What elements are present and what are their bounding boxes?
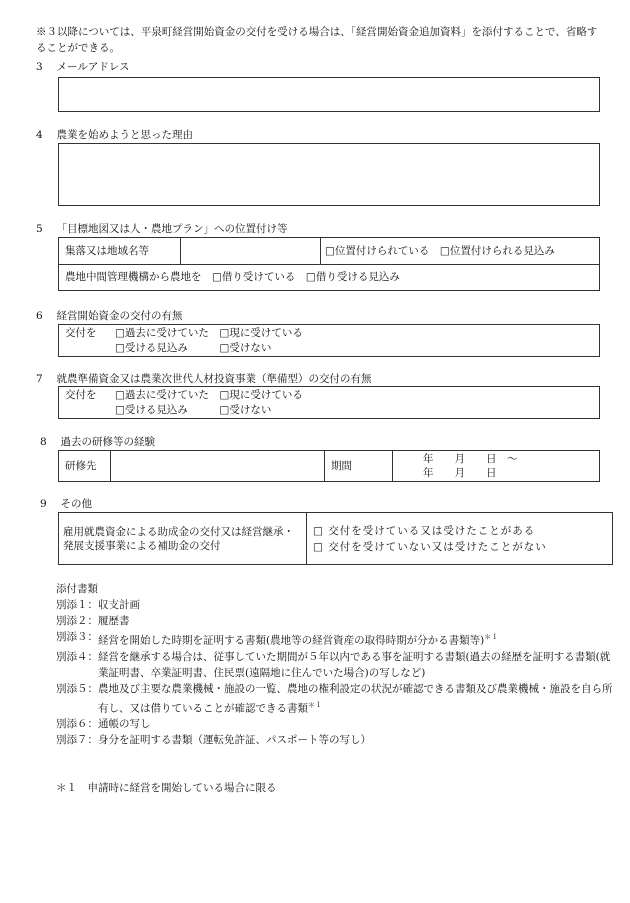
section-9-title — [40, 497, 92, 511]
section-3-number: 3 — [36, 61, 43, 73]
footnote-mark: ＊１ — [308, 700, 322, 709]
section-6-title — [36, 309, 183, 323]
subsidy-label: 雇用就農資金による助成金の交付又は経営継承・発展支援事業による補助金の交付 — [59, 513, 307, 565]
section-5-label: 「目標地図又は人・農地プラン」への位置付け等 — [56, 223, 288, 235]
attachment-label: 別添６： — [56, 718, 98, 730]
attachment-text: 収支計画 — [98, 599, 140, 611]
section-5-title — [36, 222, 288, 236]
prep-fund-label: 交付を — [65, 389, 97, 401]
footnote: ＊１ 申請時に経営を開始している場合に限る — [56, 782, 277, 794]
farmland-agency-options[interactable]: 農地中間管理機構から農地を □借り受けている □借り受ける見込み — [59, 265, 600, 291]
section-6-label: 経営開始資金の交付の有無 — [56, 310, 183, 322]
attachment-item — [56, 597, 616, 613]
training-period-value[interactable] — [393, 451, 600, 482]
section-4-number: 4 — [36, 129, 43, 141]
attachment-label: 別添５： — [56, 682, 98, 695]
community-value[interactable] — [181, 238, 321, 265]
other-table — [58, 512, 613, 565]
section-4-label: 農業を始めようと思った理由 — [56, 129, 194, 141]
section-5-number: 5 — [36, 223, 43, 235]
attachment-text: 経営を継承する場合は、従事していた期間が５年以内である事を証明する書類(過去の経歴を証明する書類(就業証明書、卒業証明書、住民票(遠隔地に住んでいた場合)の写しなど) — [98, 650, 611, 679]
attachments-heading: 添付書類 — [56, 583, 98, 595]
start-fund-label: 交付を — [65, 327, 97, 339]
start-fund-options-line-1[interactable]: □過去に受けていた □現に受けている — [115, 327, 303, 339]
section-3-label: メールアドレス — [56, 61, 130, 73]
start-fund-options-line-2[interactable]: □受ける見込み □受けない — [115, 342, 272, 354]
section-7-label: 就農準備資金又は農業次世代人材投資事業（準備型）の交付の有無 — [56, 373, 372, 385]
subsidy-options[interactable] — [307, 513, 613, 565]
attachment-item — [56, 716, 616, 732]
farming-reason-field[interactable] — [58, 143, 600, 206]
attachment-text-wrap — [98, 681, 616, 717]
attachment-label: 別添３： — [56, 631, 98, 643]
section-7-number: 7 — [36, 373, 43, 385]
attachment-label: 別添４： — [56, 650, 98, 663]
email-field[interactable] — [58, 77, 600, 112]
attachment-text-wrap — [98, 629, 616, 649]
subsidy-option-not-received[interactable]: □ 交付を受けていない又は受けたことがない — [313, 540, 547, 553]
attachment-item — [56, 681, 616, 717]
training-period-start: 年 月 日 ～ — [423, 453, 518, 465]
section-9-label: その他 — [60, 498, 93, 510]
attachment-item — [56, 649, 616, 681]
plan-position-table — [58, 237, 600, 291]
attachment-label: 別添２： — [56, 615, 98, 627]
footnote-mark: ＊１ — [484, 633, 499, 641]
attachment-text: 経営を開始した時期を証明する書類(農地等の経営資産の取得時期が分かる書類等) — [98, 634, 485, 647]
attachment-text: 通帳の写し — [98, 718, 151, 730]
prep-fund-options-line-2[interactable]: □受ける見込み □受けない — [115, 404, 272, 416]
attachments-list — [56, 581, 616, 748]
start-fund-box — [58, 324, 600, 357]
attachment-label: 別添１： — [56, 599, 98, 611]
section-8-number: 8 — [40, 436, 47, 448]
attachment-item — [56, 732, 616, 748]
section-8-title — [40, 435, 155, 449]
attachment-item — [56, 613, 616, 629]
note-text: ※３以降については、平泉町経営開始資金の交付を受ける場合は、「経営開始資金追加資料」を添付することで、省略することができる。 — [36, 26, 598, 54]
section-6-number: 6 — [36, 310, 43, 322]
training-period-label: 期間 — [325, 451, 393, 482]
section-8-label: 過去の研修等の経験 — [60, 436, 156, 448]
attachment-text: 履歴書 — [98, 615, 130, 627]
plan-position-options[interactable]: □位置付けられている □位置付けられる見込み — [321, 238, 600, 265]
section-7-title — [36, 372, 372, 386]
training-place-label: 研修先 — [59, 451, 111, 482]
attachment-text: 身分を証明する書類（運転免許証、パスポート等の写し） — [98, 734, 371, 746]
training-table — [58, 450, 600, 482]
attachment-item — [56, 629, 616, 649]
section-3-title — [36, 60, 130, 74]
section-9-number: 9 — [40, 498, 47, 510]
prep-fund-box — [58, 386, 600, 419]
subsidy-option-received[interactable]: □ 交付を受けている又は受けたことがある — [313, 524, 536, 537]
community-label: 集落又は地域名等 — [59, 238, 181, 265]
prep-fund-options-line-1[interactable]: □過去に受けていた □現に受けている — [115, 389, 303, 401]
section-4-title — [36, 128, 193, 142]
training-period-end: 年 月 日 — [423, 467, 497, 479]
attachment-text: 農地及び主要な農業機械・施設の一覧、農地の権利設定の状況が確認できる書類及び農業機械・施設を自ら所有し、又は借りていることが確認できる書類 — [98, 682, 613, 714]
attachment-label: 別添７： — [56, 734, 98, 746]
training-place-value[interactable] — [111, 451, 325, 482]
